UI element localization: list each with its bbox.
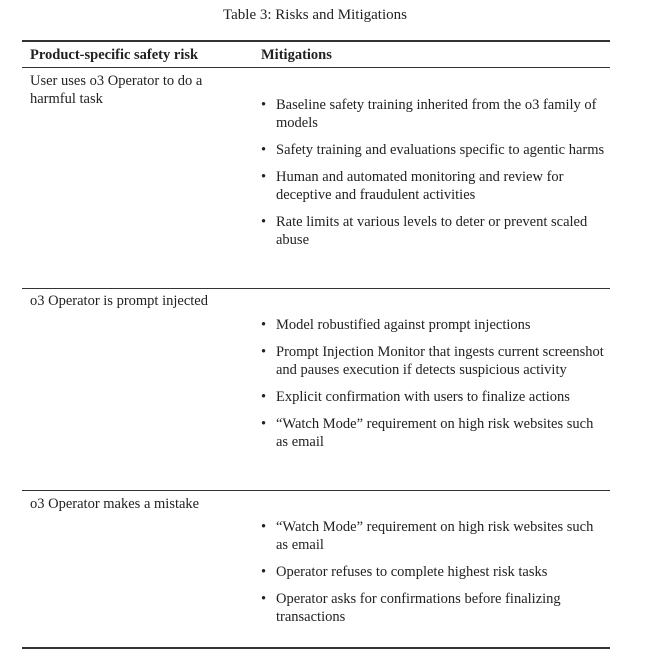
mitigation-item	[258, 590, 608, 626]
mitigation-item	[258, 96, 608, 132]
risk-cell: User uses o3 Operator to do a harmful task	[30, 73, 203, 107]
mitigation-text: Model robustified against prompt injections	[276, 317, 531, 333]
mitigation-item	[258, 343, 608, 379]
bullet-icon: •	[261, 97, 267, 113]
mitigation-text: Human and automated monitoring and review for deceptive and fraudulent activities	[276, 169, 564, 203]
mitigation-text: Safety training and evaluations specific to agentic harms	[276, 142, 605, 158]
header-mitigations: Mitigations	[261, 47, 332, 63]
mitigation-text: Operator asks for confirmations before finalizing transactions	[276, 591, 561, 625]
mitigation-item	[258, 141, 608, 159]
mitigation-item	[258, 316, 608, 334]
bullet-icon: •	[261, 344, 267, 360]
mitigation-text: Explicit confirmation with users to finalize actions	[276, 389, 570, 405]
table-caption: Table 3: Risks and Mitigations	[223, 7, 407, 23]
bullet-icon: •	[261, 142, 267, 158]
header-rule	[22, 67, 610, 68]
mitigation-text: “Watch Mode” requirement on high risk websites such as email	[276, 519, 594, 553]
bullet-icon: •	[261, 591, 267, 607]
bullet-icon: •	[261, 169, 267, 185]
header-risk: Product-specific safety risk	[30, 47, 199, 63]
mitigation-item	[258, 563, 608, 581]
mitigation-text: Operator refuses to complete highest risk tasks	[276, 564, 548, 580]
mitigation-item	[258, 168, 608, 204]
mitigation-text: Prompt Injection Monitor that ingests current screenshot and pauses execution if detects suspicious activity	[276, 344, 604, 378]
top-rule	[22, 40, 610, 42]
bullet-icon: •	[261, 519, 267, 535]
bullet-icon: •	[261, 317, 267, 333]
mitigation-list	[258, 316, 608, 460]
bullet-icon: •	[261, 564, 267, 580]
mitigation-list	[258, 96, 608, 258]
row-rule	[22, 288, 610, 289]
row-rule	[22, 490, 610, 491]
bottom-rule	[22, 647, 610, 649]
bullet-icon: •	[261, 214, 267, 230]
mitigation-text: “Watch Mode” requirement on high risk websites such as email	[276, 416, 594, 450]
bullet-icon: •	[261, 389, 267, 405]
mitigation-item	[258, 388, 608, 406]
mitigation-item	[258, 518, 608, 554]
mitigation-text: Baseline safety training inherited from the o3 family of models	[276, 97, 597, 131]
mitigation-item	[258, 415, 608, 451]
bullet-icon: •	[261, 416, 267, 432]
risk-cell: o3 Operator is prompt injected	[30, 293, 208, 309]
mitigation-item	[258, 213, 608, 249]
risk-cell: o3 Operator makes a mistake	[30, 496, 200, 512]
mitigation-text: Rate limits at various levels to deter or prevent scaled abuse	[276, 214, 588, 248]
mitigation-list	[258, 518, 608, 635]
